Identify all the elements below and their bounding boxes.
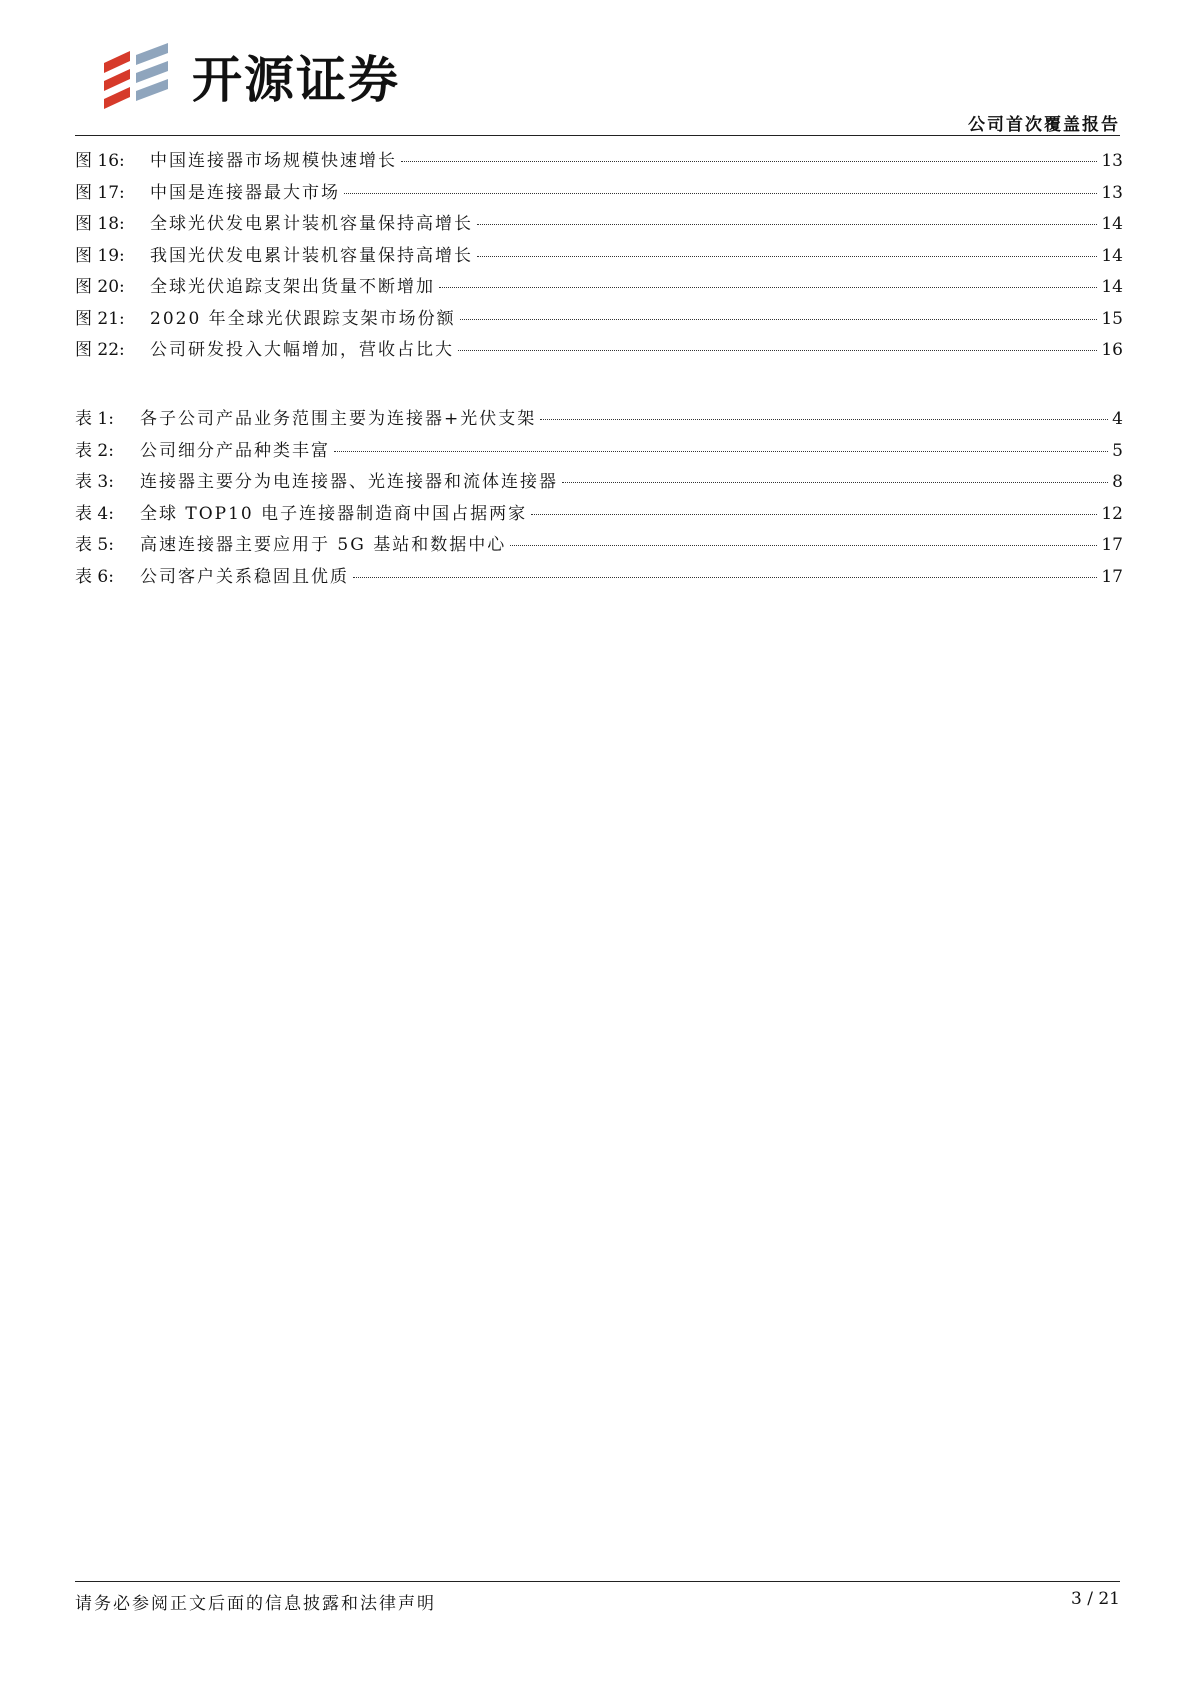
footer-disclaimer: 请务必参阅正文后面的信息披露和法律声明	[75, 1594, 436, 1614]
table-list	[75, 404, 1123, 593]
entry-title: 中国是连接器最大市场	[150, 182, 340, 203]
dot-leader	[458, 350, 1097, 351]
entry-label: 表 3:	[75, 472, 114, 492]
entry-label: 表 2:	[75, 440, 114, 461]
entry-page: 14	[1101, 245, 1123, 266]
table-entry[interactable]	[75, 436, 1123, 468]
page-number: 3 / 21	[1071, 1589, 1120, 1609]
dot-leader	[562, 482, 1108, 483]
entry-page: 13	[1101, 182, 1123, 203]
dot-leader	[334, 451, 1108, 452]
logo-text: 开源证券	[192, 51, 400, 109]
entry-page: 17	[1101, 566, 1123, 587]
entry-page: 17	[1101, 535, 1123, 555]
dot-leader	[477, 224, 1097, 225]
figure-entry[interactable]	[75, 209, 1123, 241]
entry-page: 12	[1101, 503, 1123, 524]
table-entry[interactable]	[75, 404, 1123, 436]
entry-label: 表 6:	[75, 566, 114, 587]
dot-leader	[540, 419, 1108, 420]
entry-label: 图 19:	[75, 245, 125, 266]
table-entry[interactable]	[75, 562, 1123, 594]
dot-leader	[401, 161, 1097, 162]
dot-leader	[460, 319, 1098, 320]
footer-divider	[75, 1581, 1120, 1582]
entry-label: 图 20:	[75, 277, 125, 297]
dot-leader	[510, 545, 1097, 546]
entry-title: 全球 TOP10 电子连接器制造商中国占据两家	[140, 503, 528, 524]
dot-leader	[477, 256, 1097, 257]
entry-label: 图 18:	[75, 214, 125, 234]
entry-title: 全球光伏追踪支架出货量不断增加	[150, 277, 435, 297]
entry-title: 我国光伏发电累计装机容量保持高增长	[150, 245, 473, 266]
entry-page: 13	[1101, 151, 1123, 171]
figure-entry[interactable]	[75, 304, 1123, 336]
figure-entry[interactable]	[75, 178, 1123, 210]
entry-title: 2020 年全球光伏跟踪支架市场份额	[150, 308, 456, 329]
entry-label: 图 16:	[75, 151, 125, 171]
brand-logo	[100, 40, 400, 112]
entry-page: 14	[1101, 277, 1123, 297]
entry-title: 公司细分产品种类丰富	[140, 440, 330, 461]
figure-entry[interactable]	[75, 146, 1123, 178]
entry-label: 表 5:	[75, 535, 114, 555]
entry-label: 图 21:	[75, 308, 125, 329]
entry-label: 图 22:	[75, 340, 125, 360]
entry-label: 表 4:	[75, 503, 114, 524]
entry-page: 15	[1101, 308, 1123, 329]
entry-title: 全球光伏发电累计装机容量保持高增长	[150, 214, 473, 234]
figure-entry[interactable]	[75, 335, 1123, 367]
entry-page: 5	[1112, 440, 1123, 461]
report-type-title: 公司首次覆盖报告	[968, 115, 1120, 135]
entry-title: 连接器主要分为电连接器、光连接器和流体连接器	[140, 472, 558, 492]
entry-page: 8	[1112, 472, 1123, 492]
figure-list	[75, 146, 1123, 367]
logo-mark-icon	[100, 41, 180, 111]
entry-title: 高速连接器主要应用于 5G 基站和数据中心	[140, 535, 507, 555]
entry-title: 公司客户关系稳固且优质	[140, 566, 349, 587]
dot-leader	[531, 514, 1097, 515]
entry-page: 16	[1101, 340, 1123, 360]
dot-leader	[353, 577, 1097, 578]
table-entry[interactable]	[75, 467, 1123, 499]
figure-entry[interactable]	[75, 272, 1123, 304]
entry-title: 公司研发投入大幅增加，营收占比大	[150, 340, 454, 360]
entry-label: 图 17:	[75, 182, 125, 203]
entry-title: 各子公司产品业务范围主要为连接器+光伏支架	[140, 409, 537, 429]
table-entry[interactable]	[75, 499, 1123, 531]
header-divider	[75, 135, 1120, 136]
table-entry[interactable]	[75, 530, 1123, 562]
dot-leader	[439, 287, 1097, 288]
dot-leader	[344, 193, 1097, 194]
figure-entry[interactable]	[75, 241, 1123, 273]
entry-page: 4	[1112, 409, 1123, 429]
entry-label: 表 1:	[75, 409, 114, 429]
entry-title: 中国连接器市场规模快速增长	[150, 151, 397, 171]
entry-page: 14	[1101, 214, 1123, 234]
